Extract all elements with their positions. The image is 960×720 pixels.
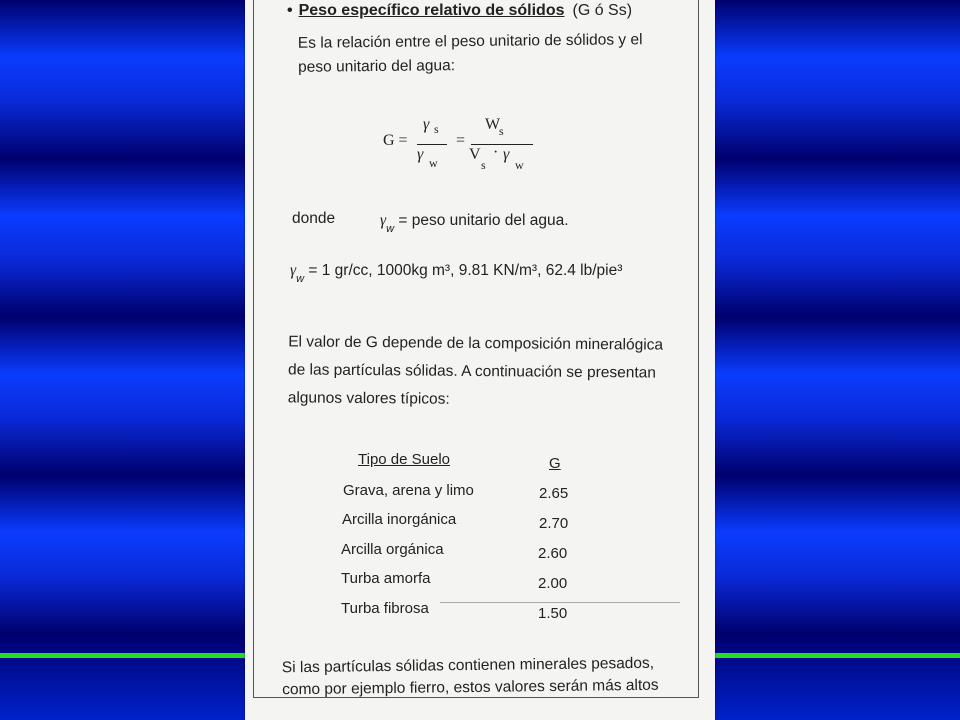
units-text: = 1 gr/cc, 1000kg m³, 9.81 KN/m³, 62.4 lb/pie³	[308, 262, 623, 279]
formula-sub-s2: s	[499, 124, 504, 138]
definition-label: donde	[292, 210, 336, 227]
table-row-2-type: Arcilla inorgánica	[342, 511, 457, 528]
table-row-3-g: 2.60	[538, 545, 568, 562]
closing-line-2: como por ejemplo fierro, estos valores serán más altos	[282, 676, 659, 699]
section-heading	[287, 2, 632, 20]
heading-title: Peso específico relativo de sólidos	[298, 2, 565, 19]
formula-sub-s3: s	[481, 158, 486, 172]
table-header-soil-type: Tipo de Suelo	[358, 451, 451, 468]
table-row-4-g: 2.00	[538, 575, 568, 592]
composition-paragraph	[288, 328, 664, 415]
intro-line-2: peso unitario del agua:	[298, 57, 456, 76]
water-unit-weight-values	[290, 262, 623, 285]
formula-gamma-w: γ	[417, 146, 424, 163]
formula-sub-s1: s	[434, 122, 439, 136]
heading-symbol: (G ó Ss)	[572, 2, 633, 19]
composition-line-3: algunos valores típicos:	[287, 389, 450, 408]
table-row-2-g: 2.70	[539, 515, 569, 532]
scan-artifact-line	[440, 602, 680, 603]
formula-sub-w1: w	[429, 156, 438, 170]
closing-line-1: Si las partículas sólidas contienen minerales pesados,	[281, 654, 655, 677]
table-row-5-type: Turba fibrosa	[341, 600, 429, 617]
closing-paragraph	[282, 653, 659, 702]
specific-gravity-formula	[383, 112, 533, 182]
definition-text	[380, 212, 569, 235]
scanned-document-page	[245, 0, 715, 720]
composition-line-2: de las partículas sólidas. A continuación se presentan	[287, 361, 657, 382]
definition-sub: w	[386, 223, 395, 235]
definition-gamma: γ	[380, 212, 387, 229]
units-sub: w	[296, 273, 305, 285]
intro-line-1: Es la relación entre el peso unitario de sólidos y el	[297, 31, 643, 52]
table-row-1-g: 2.65	[539, 485, 569, 502]
formula-gamma-w2: γ	[503, 146, 510, 163]
table-row-5-g: 1.50	[538, 605, 568, 622]
formula-W: W	[485, 116, 501, 133]
composition-line-1: El valor de G depende de la composición mineralógica	[288, 333, 664, 354]
formula-V: V	[469, 146, 481, 163]
table-row-3-type: Arcilla orgánica	[341, 541, 444, 558]
formula-sub-w2: w	[515, 158, 524, 172]
formula-equals: =	[456, 132, 466, 149]
formula-dot: ·	[493, 144, 499, 161]
formula-gamma-s: γ	[423, 116, 430, 133]
table-row-1-type: Grava, arena y limo	[343, 482, 474, 499]
heading-bullet: •	[287, 2, 293, 19]
table-row-4-type: Turba amorfa	[341, 570, 431, 587]
units-gamma: γ	[290, 262, 297, 279]
table-header-g: G	[549, 455, 561, 472]
formula-lhs: G =	[383, 132, 408, 149]
definition-body: = peso unitario del agua.	[398, 212, 569, 229]
intro-paragraph	[298, 28, 643, 80]
